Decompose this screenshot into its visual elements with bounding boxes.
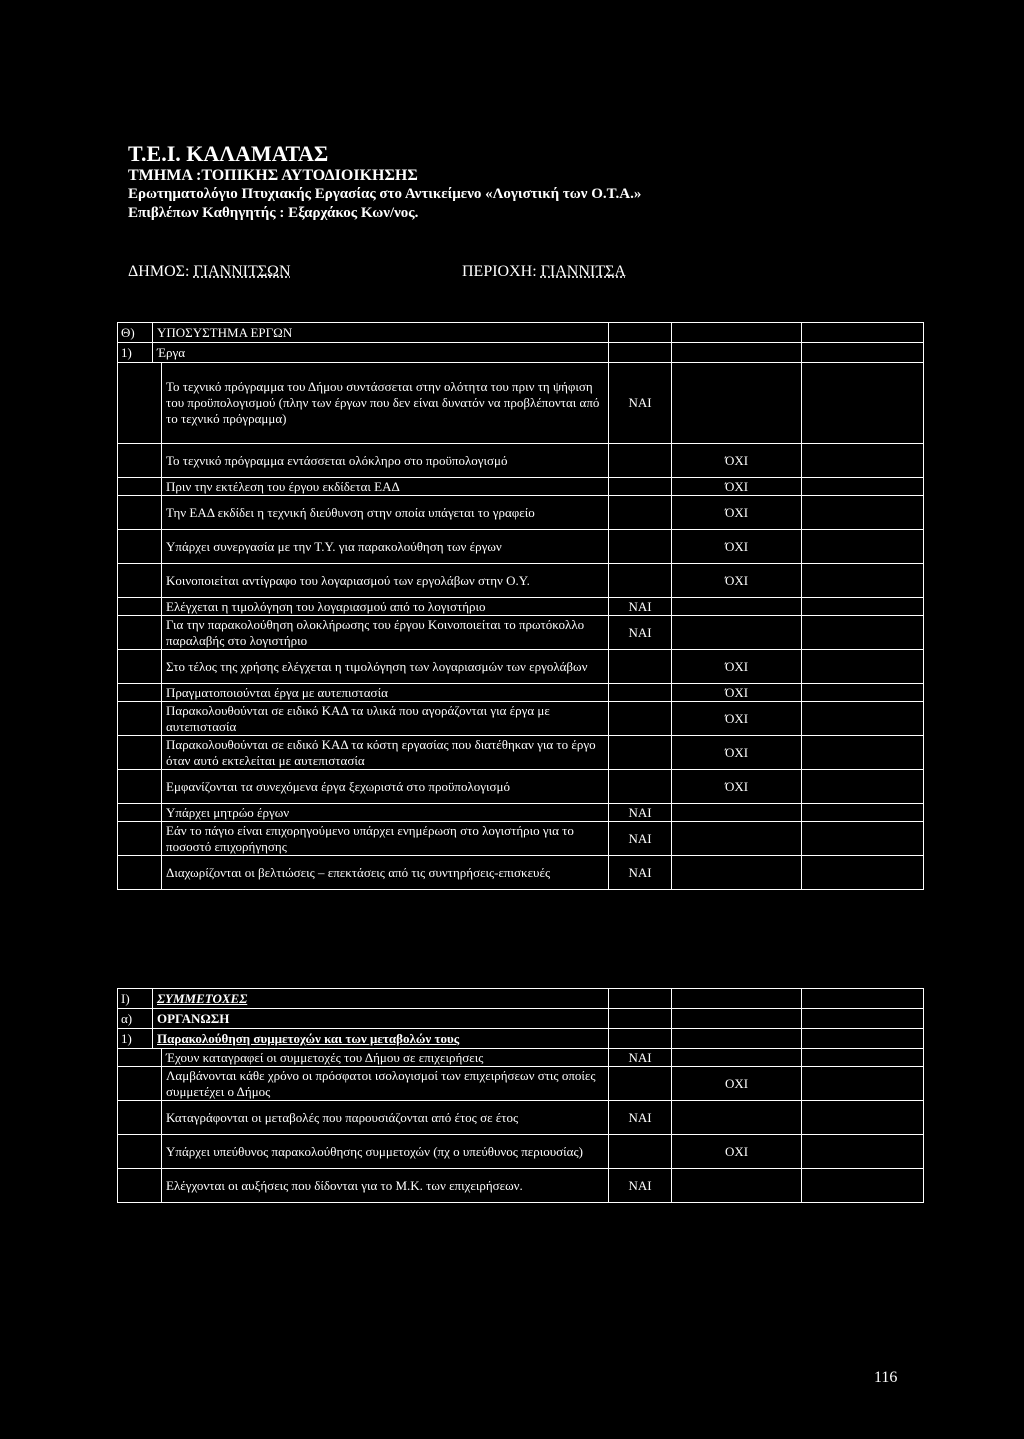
- question-text: Υπάρχει συνεργασία με την Τ.Υ. για παρακολούθηση των έργων: [162, 530, 609, 564]
- page-number: 116: [874, 1369, 898, 1386]
- row-margin: [118, 444, 162, 478]
- row-margin: [118, 1169, 162, 1203]
- row-margin: [118, 598, 162, 616]
- supervisor-line: Επιβλέπων Καθηγητής : Εξαρχάκος Κων/νος.: [128, 205, 419, 221]
- section-title: ΣΥΜΜΕΤΟΧΕΣ: [153, 989, 609, 1009]
- answer-yes: [609, 564, 672, 598]
- row-margin: [118, 478, 162, 496]
- notes-cell: [802, 444, 924, 478]
- question-text: Στο τέλος της χρήσης ελέγχεται η τιμολόγηση των λογαριασμών των εργολάβων: [162, 650, 609, 684]
- subsection-title: Παρακολούθηση συμμετοχών και των μεταβολών τους: [153, 1029, 609, 1049]
- row-margin: [118, 736, 162, 770]
- subsection-header-row: [118, 1029, 924, 1049]
- question-row: [118, 598, 924, 616]
- section-title: ΥΠΟΣΥΣΤΗΜΑ ΕΡΓΩΝ: [153, 323, 609, 343]
- notes-cell: [802, 530, 924, 564]
- institution-title: Τ.Ε.Ι. ΚΑΛΑΜΑΤΑΣ: [128, 141, 329, 166]
- shareholdings-table: [117, 988, 924, 1203]
- question-text: Πραγματοποιούνται έργα με αυτεπιστασία: [162, 684, 609, 702]
- answer-yes: ΝΑΙ: [609, 856, 672, 890]
- notes-cell: [802, 598, 924, 616]
- organization-index: α): [118, 1009, 153, 1029]
- answer-yes: [609, 770, 672, 804]
- works-subsystem-table: [117, 322, 924, 890]
- row-margin: [118, 1049, 162, 1067]
- question-row: [118, 804, 924, 822]
- question-text: Υπάρχει υπεύθυνος παρακολούθησης συμμετοχών (πχ ο υπεύθυνος περιουσίας): [162, 1135, 609, 1169]
- answer-no: ΌΧΙ: [672, 702, 802, 736]
- question-row: [118, 856, 924, 890]
- answer-no: ΟΧΙ: [672, 1067, 802, 1101]
- answer-yes: ΝΑΙ: [609, 1169, 672, 1203]
- notes-cell: [802, 1101, 924, 1135]
- question-text: Εάν το πάγιο είναι επιχορηγούμενο υπάρχει ενημέρωση στο λογιστήριο για το ποσοστό επιχορήγησης: [162, 822, 609, 856]
- notes-cell: [802, 822, 924, 856]
- answer-yes: ΝΑΙ: [609, 1049, 672, 1067]
- document-header: [128, 142, 948, 223]
- answer-no: ΌΧΙ: [672, 770, 802, 804]
- answer-yes: [609, 530, 672, 564]
- answer-no: ΌΧΙ: [672, 736, 802, 770]
- answer-yes: [609, 1135, 672, 1169]
- question-row: [118, 1049, 924, 1067]
- answer-no: ΌΧΙ: [672, 444, 802, 478]
- answer-no: [672, 616, 802, 650]
- question-row: [118, 363, 924, 444]
- section-header-row: [118, 323, 924, 343]
- row-margin: [118, 1067, 162, 1101]
- notes-cell: [802, 650, 924, 684]
- question-row: [118, 702, 924, 736]
- area-value: ΓΙΑΝΝΙΤΣΑ: [540, 263, 626, 280]
- question-row: [118, 770, 924, 804]
- notes-cell: [802, 496, 924, 530]
- answer-yes: [609, 650, 672, 684]
- question-row: [118, 1169, 924, 1203]
- question-row: [118, 1135, 924, 1169]
- subsection-index: 1): [118, 343, 153, 363]
- row-margin: [118, 1101, 162, 1135]
- municipality-label: ΔΗΜΟΣ:: [128, 263, 190, 280]
- notes-cell: [802, 1067, 924, 1101]
- notes-cell: [802, 1135, 924, 1169]
- notes-cell: [802, 1049, 924, 1067]
- notes-cell: [802, 616, 924, 650]
- answer-yes: [609, 496, 672, 530]
- notes-cell: [802, 702, 924, 736]
- question-row: [118, 564, 924, 598]
- question-text: Για την παρακολούθηση ολοκλήρωσης του έργου Κοινοποιείται το πρωτόκολλο παραλαβής στο λογιστήριο: [162, 616, 609, 650]
- section-header-row: [118, 989, 924, 1009]
- question-row: [118, 1101, 924, 1135]
- subsection-index: 1): [118, 1029, 153, 1049]
- answer-yes: ΝΑΙ: [609, 616, 672, 650]
- question-row: [118, 616, 924, 650]
- notes-cell: [802, 478, 924, 496]
- answer-yes: [609, 684, 672, 702]
- answer-no: ΌΧΙ: [672, 564, 802, 598]
- question-row: [118, 684, 924, 702]
- question-text: Πριν την εκτέλεση του έργου εκδίδεται ΕΑΔ: [162, 478, 609, 496]
- answer-no: [672, 1101, 802, 1135]
- question-text: Το τεχνικό πρόγραμμα εντάσσεται ολόκληρο στο προϋπολογισμό: [162, 444, 609, 478]
- answer-no: [672, 1169, 802, 1203]
- answer-no: ΌΧΙ: [672, 530, 802, 564]
- question-text: Την ΕΑΔ εκδίδει η τεχνική διεύθυνση στην οποία υπάγεται το γραφείο: [162, 496, 609, 530]
- row-margin: [118, 1135, 162, 1169]
- row-margin: [118, 496, 162, 530]
- row-margin: [118, 822, 162, 856]
- organization-header-row: [118, 1009, 924, 1029]
- question-row: [118, 496, 924, 530]
- question-row: [118, 736, 924, 770]
- questionnaire-title: Ερωτηματολόγιο Πτυχιακής Εργασίας στο Αντικείμενο «Λογιστική των Ο.Τ.Α.»: [128, 186, 642, 202]
- section-index: Ι): [118, 989, 153, 1009]
- answer-no: [672, 363, 802, 444]
- answer-no: [672, 856, 802, 890]
- answer-no: ΌΧΙ: [672, 650, 802, 684]
- answer-no: [672, 822, 802, 856]
- answer-no: ΟΧΙ: [672, 1135, 802, 1169]
- subsection-title: Έργα: [153, 343, 609, 363]
- notes-cell: [802, 770, 924, 804]
- row-margin: [118, 363, 162, 444]
- notes-cell: [802, 1169, 924, 1203]
- question-text: Ελέγχονται οι αυξήσεις που δίδονται για το Μ.Κ. των επιχειρήσεων.: [162, 1169, 609, 1203]
- answer-yes: [609, 1067, 672, 1101]
- question-row: [118, 822, 924, 856]
- row-margin: [118, 530, 162, 564]
- municipality-value: ΓΙΑΝΝΙΤΣΩΝ: [193, 263, 291, 280]
- answer-yes: [609, 444, 672, 478]
- organization-title: ΟΡΓΑΝΩΣΗ: [153, 1009, 609, 1029]
- question-text: Παρακολουθούνται σε ειδικό ΚΑΔ τα κόστη εργασίας που διατέθηκαν για το έργο όταν αυτό εκτελείται με αυτεπιστασία: [162, 736, 609, 770]
- question-row: [118, 530, 924, 564]
- question-row: [118, 1067, 924, 1101]
- row-margin: [118, 702, 162, 736]
- area-field: [462, 262, 626, 282]
- area-label: ΠΕΡΙΟΧΗ:: [462, 263, 537, 280]
- notes-cell: [802, 363, 924, 444]
- question-row: [118, 478, 924, 496]
- municipality-field: [128, 262, 291, 282]
- notes-cell: [802, 684, 924, 702]
- question-text: Έχουν καταγραφεί οι συμμετοχές του Δήμου σε επιχειρήσεις: [162, 1049, 609, 1067]
- department-title: ΤΜΗΜΑ :ΤΟΠΙΚΗΣ ΑΥΤΟΔΙΟΙΚΗΣΗΣ: [128, 167, 418, 184]
- notes-cell: [802, 736, 924, 770]
- question-text: Εμφανίζονται τα συνεχόμενα έργα ξεχωριστά στο προϋπολογισμό: [162, 770, 609, 804]
- notes-cell: [802, 564, 924, 598]
- answer-no: [672, 598, 802, 616]
- question-text: Διαχωρίζονται οι βελτιώσεις – επεκτάσεις από τις συντηρήσεις-επισκευές: [162, 856, 609, 890]
- question-row: [118, 444, 924, 478]
- row-margin: [118, 616, 162, 650]
- question-text: Ελέγχεται η τιμολόγηση του λογαριασμού από το λογιστήριο: [162, 598, 609, 616]
- row-margin: [118, 856, 162, 890]
- row-margin: [118, 770, 162, 804]
- notes-cell: [802, 856, 924, 890]
- answer-no: ΌΧΙ: [672, 496, 802, 530]
- answer-no: [672, 1049, 802, 1067]
- answer-no: [672, 804, 802, 822]
- answer-yes: [609, 736, 672, 770]
- question-text: Το τεχνικό πρόγραμμα του Δήμου συντάσσεται στην ολότητα του πριν τη ψήφιση του προϋπολογισμού (πλην των έργων που δεν είναι δυνατόν να προβλέπονται από το τεχνικό πρόγραμμα): [162, 363, 609, 444]
- section-index: Θ): [118, 323, 153, 343]
- question-row: [118, 650, 924, 684]
- answer-yes: ΝΑΙ: [609, 363, 672, 444]
- answer-yes: ΝΑΙ: [609, 598, 672, 616]
- answer-yes: ΝΑΙ: [609, 804, 672, 822]
- row-margin: [118, 650, 162, 684]
- notes-cell: [802, 804, 924, 822]
- answer-yes: ΝΑΙ: [609, 1101, 672, 1135]
- row-margin: [118, 684, 162, 702]
- question-text: Παρακολουθούνται σε ειδικό ΚΑΔ τα υλικά που αγοράζονται για έργα με αυτεπιστασία: [162, 702, 609, 736]
- subsection-header-row: [118, 343, 924, 363]
- question-text: Καταγράφονται οι μεταβολές που παρουσιάζονται από έτος σε έτος: [162, 1101, 609, 1135]
- question-text: Λαμβάνονται κάθε χρόνο οι πρόσφατοι ισολογισμοί των επιχειρήσεων στις οποίες συμμετέχει ο Δήμος: [162, 1067, 609, 1101]
- answer-no: ΌΧΙ: [672, 684, 802, 702]
- row-margin: [118, 564, 162, 598]
- answer-no: ΌΧΙ: [672, 478, 802, 496]
- question-text: Υπάρχει μητρώο έργων: [162, 804, 609, 822]
- answer-yes: ΝΑΙ: [609, 822, 672, 856]
- answer-yes: [609, 478, 672, 496]
- row-margin: [118, 804, 162, 822]
- answer-yes: [609, 702, 672, 736]
- question-text: Κοινοποιείται αντίγραφο του λογαριασμού των εργολάβων στην Ο.Υ.: [162, 564, 609, 598]
